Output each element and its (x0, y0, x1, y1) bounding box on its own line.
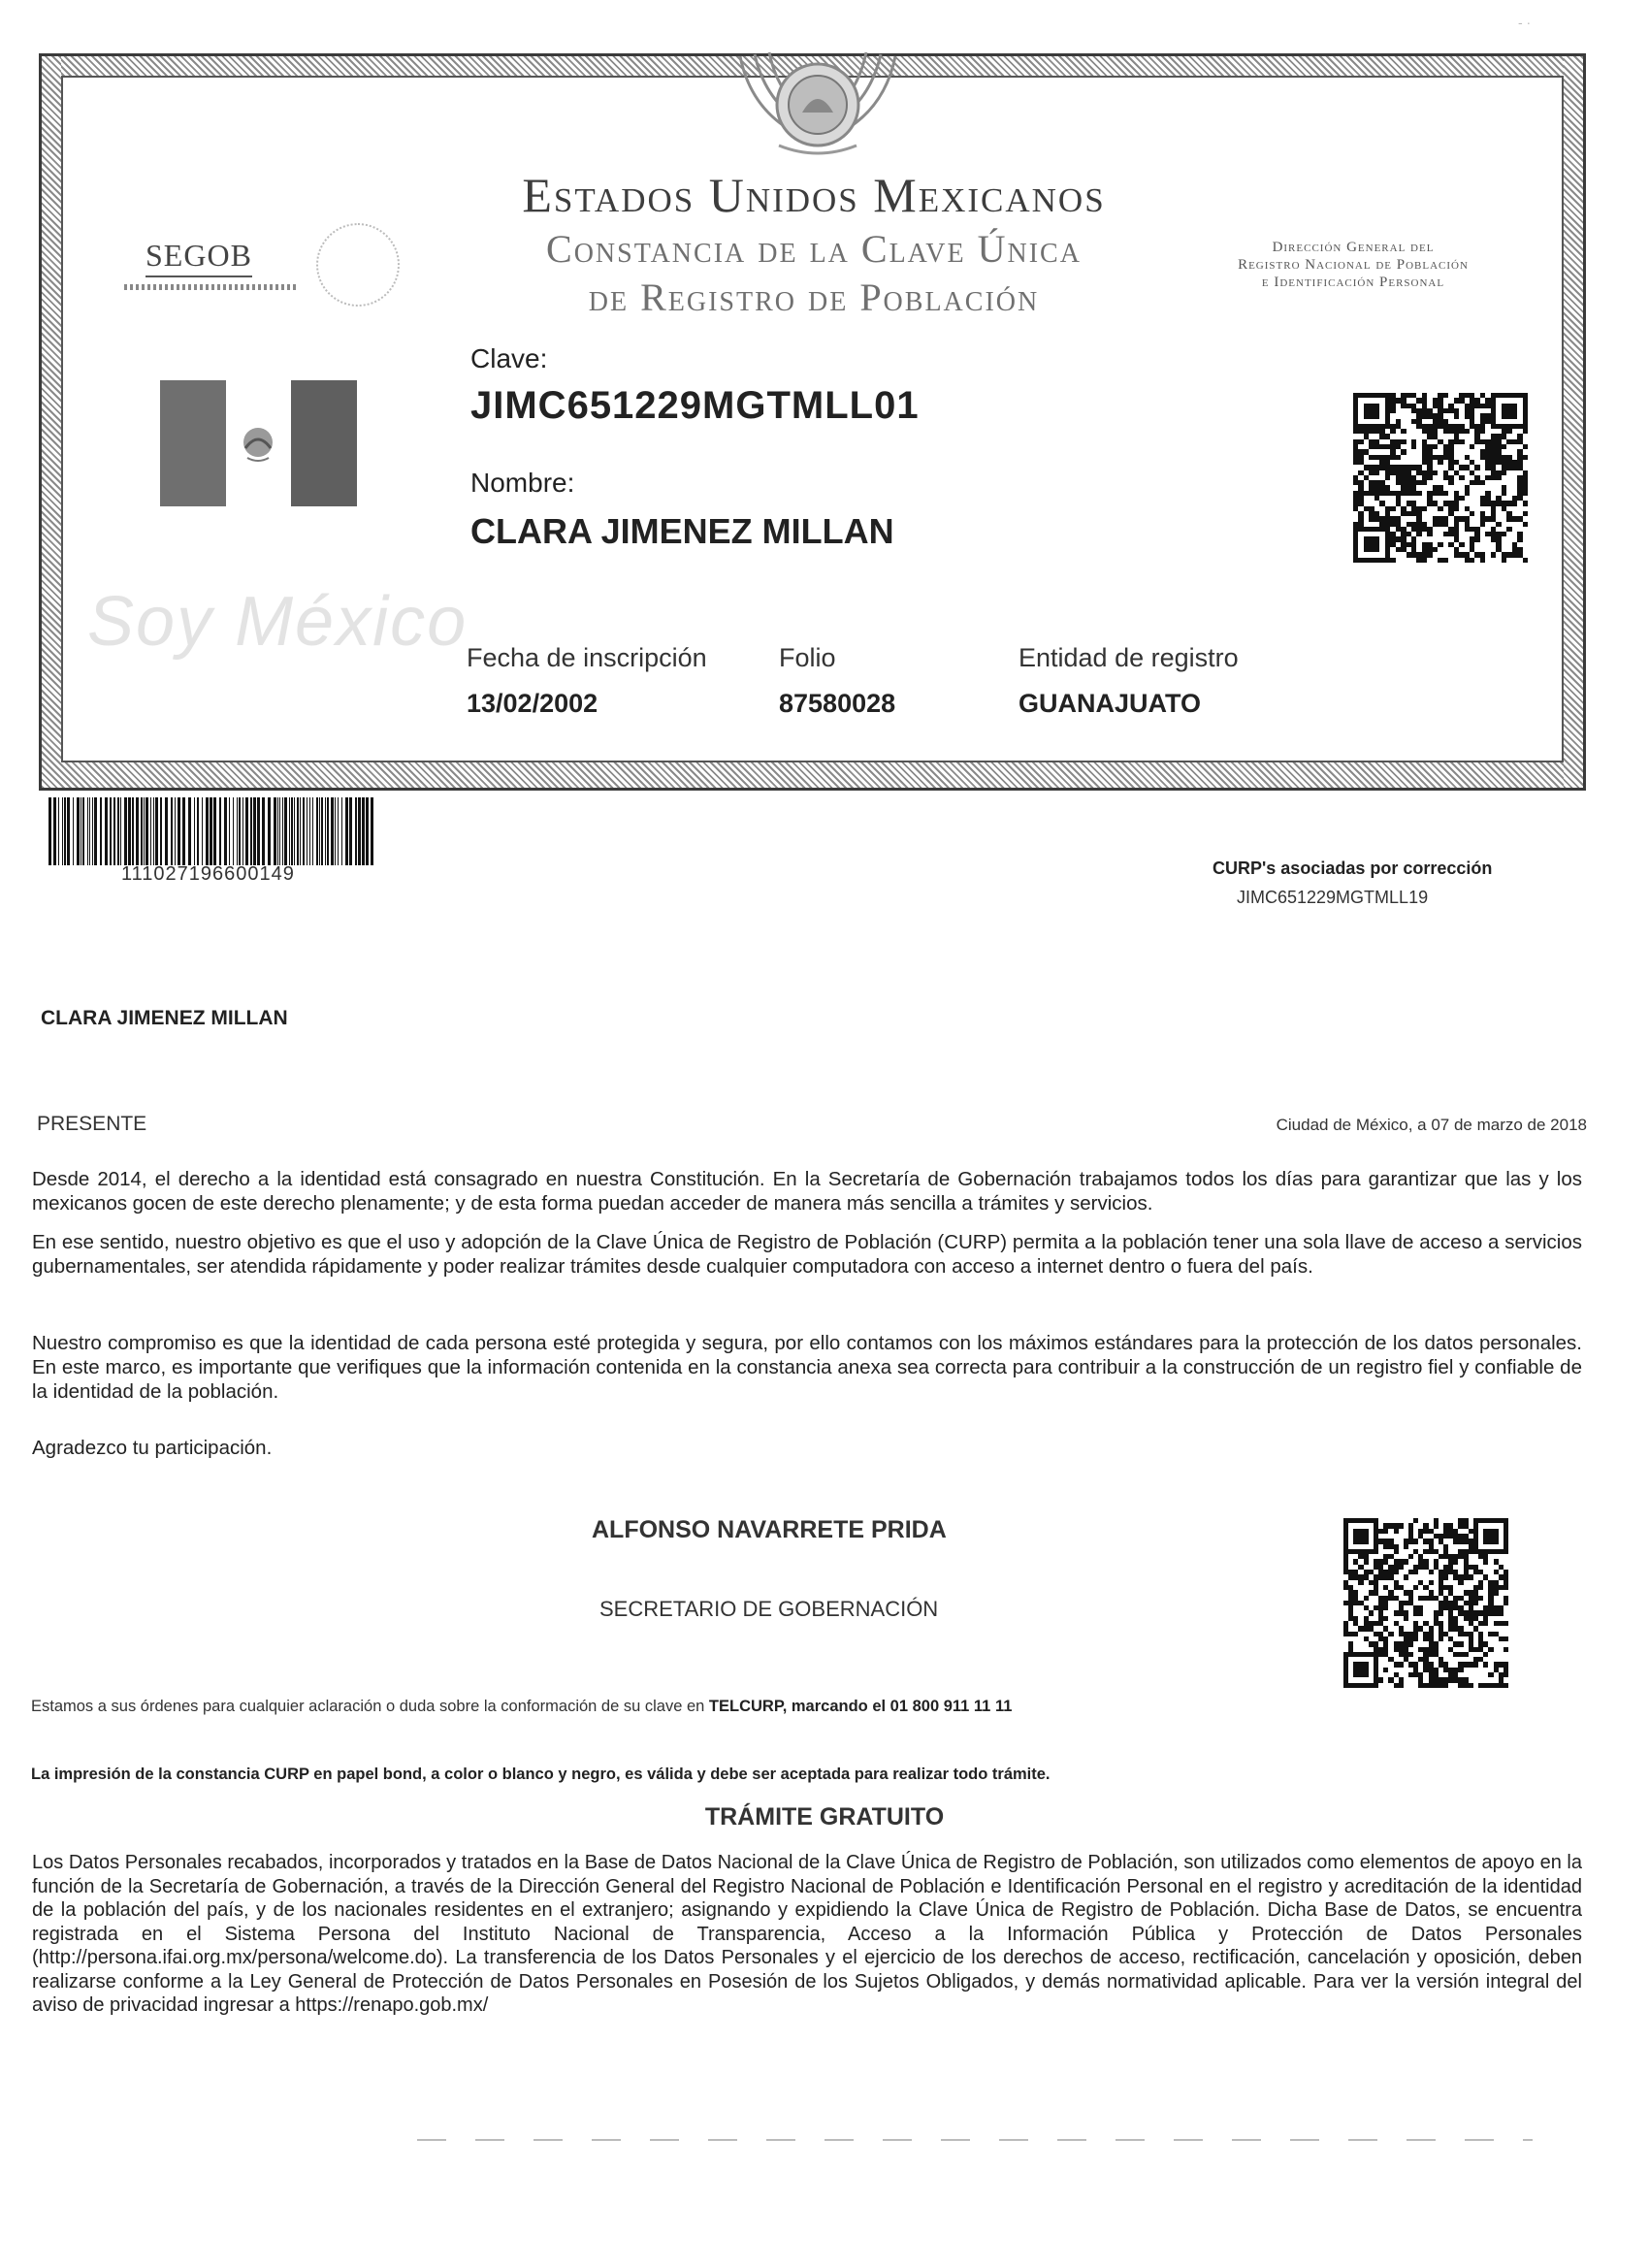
fecha-inscripcion-value: 13/02/2002 (467, 689, 598, 718)
soy-mexico-watermark: Soy México (87, 583, 469, 661)
coat-of-arms-icon (721, 37, 915, 163)
letter-paragraph-4: Agradezco tu participación. (32, 1437, 273, 1459)
barcode-icon (48, 797, 373, 865)
letter-paragraph-3: Nuestro compromiso es que la identidad de cada persona esté protegida y segura, por ello contamos con los máximos estándares para la protección de los datos personales. En este marco, es importante que verifiques que la información contenida en la constancia anexa sea correcta para contribuir a la construcción de un registro fiel y confiable de la identidad de la población. (32, 1332, 1582, 1403)
letter-paragraph-1: Desde 2014, el derecho a la identidad está consagrado en nuestra Constitución. En la Secretaría de Gobernación trabajamos todos los días para garantizar que las y los mexicanos gocen de este derecho plenamente; y de esta forma puedan acceder de manera más sencilla a trámites y servicios. (32, 1168, 1582, 1215)
direccion-line-1: Dirección General del (1272, 240, 1435, 255)
letter-presente: PRESENTE (37, 1113, 147, 1135)
clave-label: Clave: (470, 343, 548, 373)
qr-code-icon (1353, 393, 1528, 563)
entidad-registro-label: Entidad de registro (1018, 643, 1239, 672)
nombre-label: Nombre: (470, 468, 575, 498)
letter-paragraph-2: En ese sentido, nuestro objetivo es que el uso y adopción de la Clave Única de Registro de Población (CURP) permita a la población tener una sola llave de acceso a servicios gubernamentales, ser atendida rápidamente y poder realizar trámites desde cualquier computadora con acceso a internet dentro o fuera del país. (32, 1231, 1582, 1278)
associated-curps-heading: CURP's asociadas por corrección (1212, 859, 1493, 878)
tramite-gratuito: TRÁMITE GRATUITO (704, 1803, 945, 1831)
folio-label: Folio (779, 643, 836, 672)
guilloche-border-bottom (42, 762, 1583, 788)
segob-subline (124, 284, 299, 290)
fecha-inscripcion-label: Fecha de inscripción (467, 643, 707, 672)
clave-value: JIMC651229MGTMLL01 (470, 384, 920, 427)
title-line-2: Constancia de la Clave Única (546, 227, 1082, 271)
guilloche-border-right (1564, 56, 1583, 788)
title-line-3: de Registro de Población (588, 275, 1040, 319)
contact-text: Estamos a sus órdenes para cualquier aclaración o duda sobre la conformación de su clave en (31, 1698, 705, 1715)
mexican-flag-icon (160, 380, 357, 506)
scan-mark: - · (1518, 15, 1532, 30)
entidad-registro-value: GUANAJUATO (1018, 689, 1202, 718)
signer-title: SECRETARIO DE GOBERNACIÓN (599, 1597, 939, 1621)
folio-value: 87580028 (779, 689, 896, 718)
letter-recipient: CLARA JIMENEZ MILLAN (41, 1007, 288, 1029)
direccion-general-block (1179, 239, 1528, 291)
telcurp-phone: TELCURP, marcando el 01 800 911 11 11 (708, 1698, 1013, 1715)
privacy-notice: Los Datos Personales recabados, incorporados y tratados en la Base de Datos Nacional de la Clave Única de Registro de Población, son utilizados como elementos de apoyo en la función de la Secretaría de Gobernación, a través de la Dirección General del Registro Nacional de Población e Identificación Personal en el registro y acreditación de la identidad de la población del país, y de los nacionales residentes en el extranjero; asignando y expidiendo la Clave Única de Registro de Población. Dicha Base de Datos, se encuentra registrada en el Sistema Persona del Instituto Nacional de Transparencia, Acceso a la Información Pública y Protección de Datos Personales (http://persona.ifai.org.mx/persona/welcome.do). La transferencia de los Datos Personales y el ejercicio de los derechos de acceso, rectificación, cancelación y oposición, deben realizarse conforme a la Ley General de Protección de Datos Personales en Posesión de los Sujetos Obligados, y demás normatividad aplicable. Para ver la versión integral del aviso de privacidad ingresar a https://renapo.gob.mx/ (32, 1852, 1582, 2016)
direccion-line-2: Registro Nacional de Población (1238, 257, 1469, 273)
direccion-line-3: e Identificación Personal (1261, 275, 1445, 290)
letter-date: Ciudad de México, a 07 de marzo de 2018 (1276, 1116, 1587, 1134)
title-estados-unidos-mexicanos: Estados Unidos Mexicanos (522, 168, 1106, 222)
guilloche-border-left (42, 56, 61, 788)
segob-logo: SEGOB (146, 238, 252, 277)
signer-name: ALFONSO NAVARRETE PRIDA (592, 1516, 947, 1543)
associated-curp-value: JIMC651229MGTMLL19 (1237, 888, 1429, 907)
title-constancia-curp (431, 225, 1197, 322)
footer-divider (417, 2139, 1533, 2141)
barcode-number: 111027196600149 (121, 863, 295, 885)
validity-note: La impresión de la constancia CURP en papel bond, a color o blanco y negro, es válida y debe ser aceptada para realizar todo trámite. (31, 1766, 1051, 1783)
contact-line (31, 1698, 1012, 1716)
watermark-seal-icon (316, 223, 400, 307)
qr-code-icon (1343, 1518, 1508, 1688)
nombre-value: CLARA JIMENEZ MILLAN (470, 511, 894, 551)
